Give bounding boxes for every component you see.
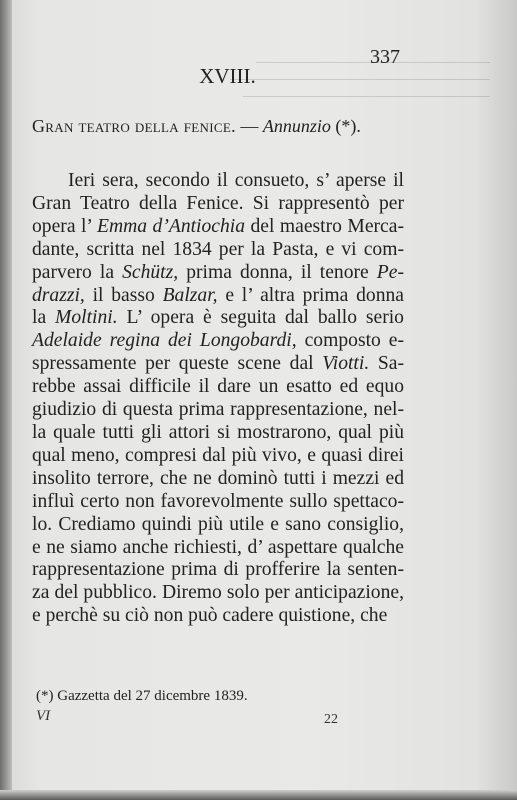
text-line	[32, 468, 404, 491]
text-segment: prima donna, il tenore	[178, 261, 377, 283]
text-segment: il basso	[84, 284, 163, 306]
text-line	[32, 353, 404, 376]
text-line	[32, 376, 404, 399]
text-line	[32, 216, 404, 239]
text-line	[32, 559, 404, 582]
section-title	[32, 116, 452, 137]
text-segment: dante, scritta nel 1834 per la Pasta, e vi com-	[32, 238, 404, 260]
text-segment: giudizio di questa prima rappresentazione, nel-	[32, 399, 404, 421]
italic-text-segment: drazzi,	[32, 284, 85, 306]
text-segment: parvero la	[32, 261, 123, 283]
text-segment: e ne siamo anche richiesti, d’ aspettare qualche	[32, 536, 404, 558]
text-segment: la quale tutti gli attori si mostrarono, qual più	[32, 421, 404, 443]
italic-text-segment: Moltini.	[55, 307, 118, 329]
text-line	[32, 605, 404, 628]
page-edge-shadow-left	[0, 0, 12, 800]
italic-text-segment: Adelaide regina dei Longobardi,	[32, 330, 297, 352]
text-line	[32, 399, 404, 422]
footnote-mark: (*).	[330, 116, 361, 136]
text-segment: composto e-	[296, 330, 404, 352]
text-line	[32, 491, 404, 514]
text-segment: e perchè su ciò non può cadere quistione, che	[32, 605, 388, 627]
text-line	[32, 170, 404, 193]
footnote: (*) Gazzetta del 27 dicembre 1839.	[36, 688, 248, 704]
text-segment: lo. Crediamo quindi più utile e sano consiglio,	[32, 513, 404, 535]
italic-text-segment: Pe-	[376, 261, 404, 283]
text-line	[32, 582, 404, 605]
page-number: 337	[370, 46, 400, 68]
text-line	[32, 422, 404, 445]
section-title-dash: —	[235, 116, 263, 136]
text-segment: qual meno, compresi dal più vivo, e quasi direi	[32, 444, 404, 466]
text-segment: rebbe assai difficile il dare un esatto ed equo	[32, 376, 404, 398]
section-title-smallcaps: Gran teatro della fenice.	[32, 116, 236, 136]
text-segment: za del pubblico. Diremo solo per anticipazione,	[32, 582, 404, 604]
text-segment: influì certo non favorevolmente sullo spettaco-	[32, 490, 404, 512]
text-segment: del maestro Merca-	[245, 215, 404, 237]
text-segment: la	[32, 307, 56, 329]
printer-signature-mark: VI	[36, 708, 51, 724]
text-segment: spressamente per queste scene dal	[32, 353, 323, 375]
text-line	[32, 537, 404, 560]
body-text	[32, 170, 404, 628]
text-segment: insolito terrore, che ne dominò tutti i mezzi ed	[32, 467, 404, 489]
italic-text-segment: Emma d’Antiochia	[96, 215, 246, 237]
text-line	[32, 445, 404, 468]
text-line	[32, 193, 404, 216]
text-segment: Ieri sera, secondo il consueto, s’ aperse il	[68, 170, 404, 191]
text-segment: Sa-	[369, 353, 404, 375]
chapter-heading: XVIII.	[199, 64, 256, 88]
text-line	[32, 239, 404, 262]
sheet-number: 22	[324, 712, 338, 727]
italic-text-segment: Schütz,	[122, 261, 179, 283]
text-segment: Gran Teatro della Fenice. Si rappresentò per	[32, 192, 404, 214]
text-line	[32, 285, 404, 308]
text-line	[32, 514, 404, 537]
italic-text-segment: Viotti.	[322, 353, 370, 375]
page-edge-shadow-bottom	[0, 790, 517, 800]
section-subtitle: Annunzio	[262, 116, 331, 136]
italic-text-segment: Balzar,	[162, 284, 218, 306]
text-line	[32, 330, 404, 353]
text-line	[32, 262, 404, 285]
text-line	[32, 307, 404, 330]
text-segment: rappresentazione prima di profferire la senten-	[32, 559, 404, 581]
text-segment: e l’ altra prima donna	[217, 284, 404, 306]
text-segment: opera l’	[32, 215, 97, 237]
text-segment: L’ opera è seguita dal ballo serio	[117, 307, 404, 329]
